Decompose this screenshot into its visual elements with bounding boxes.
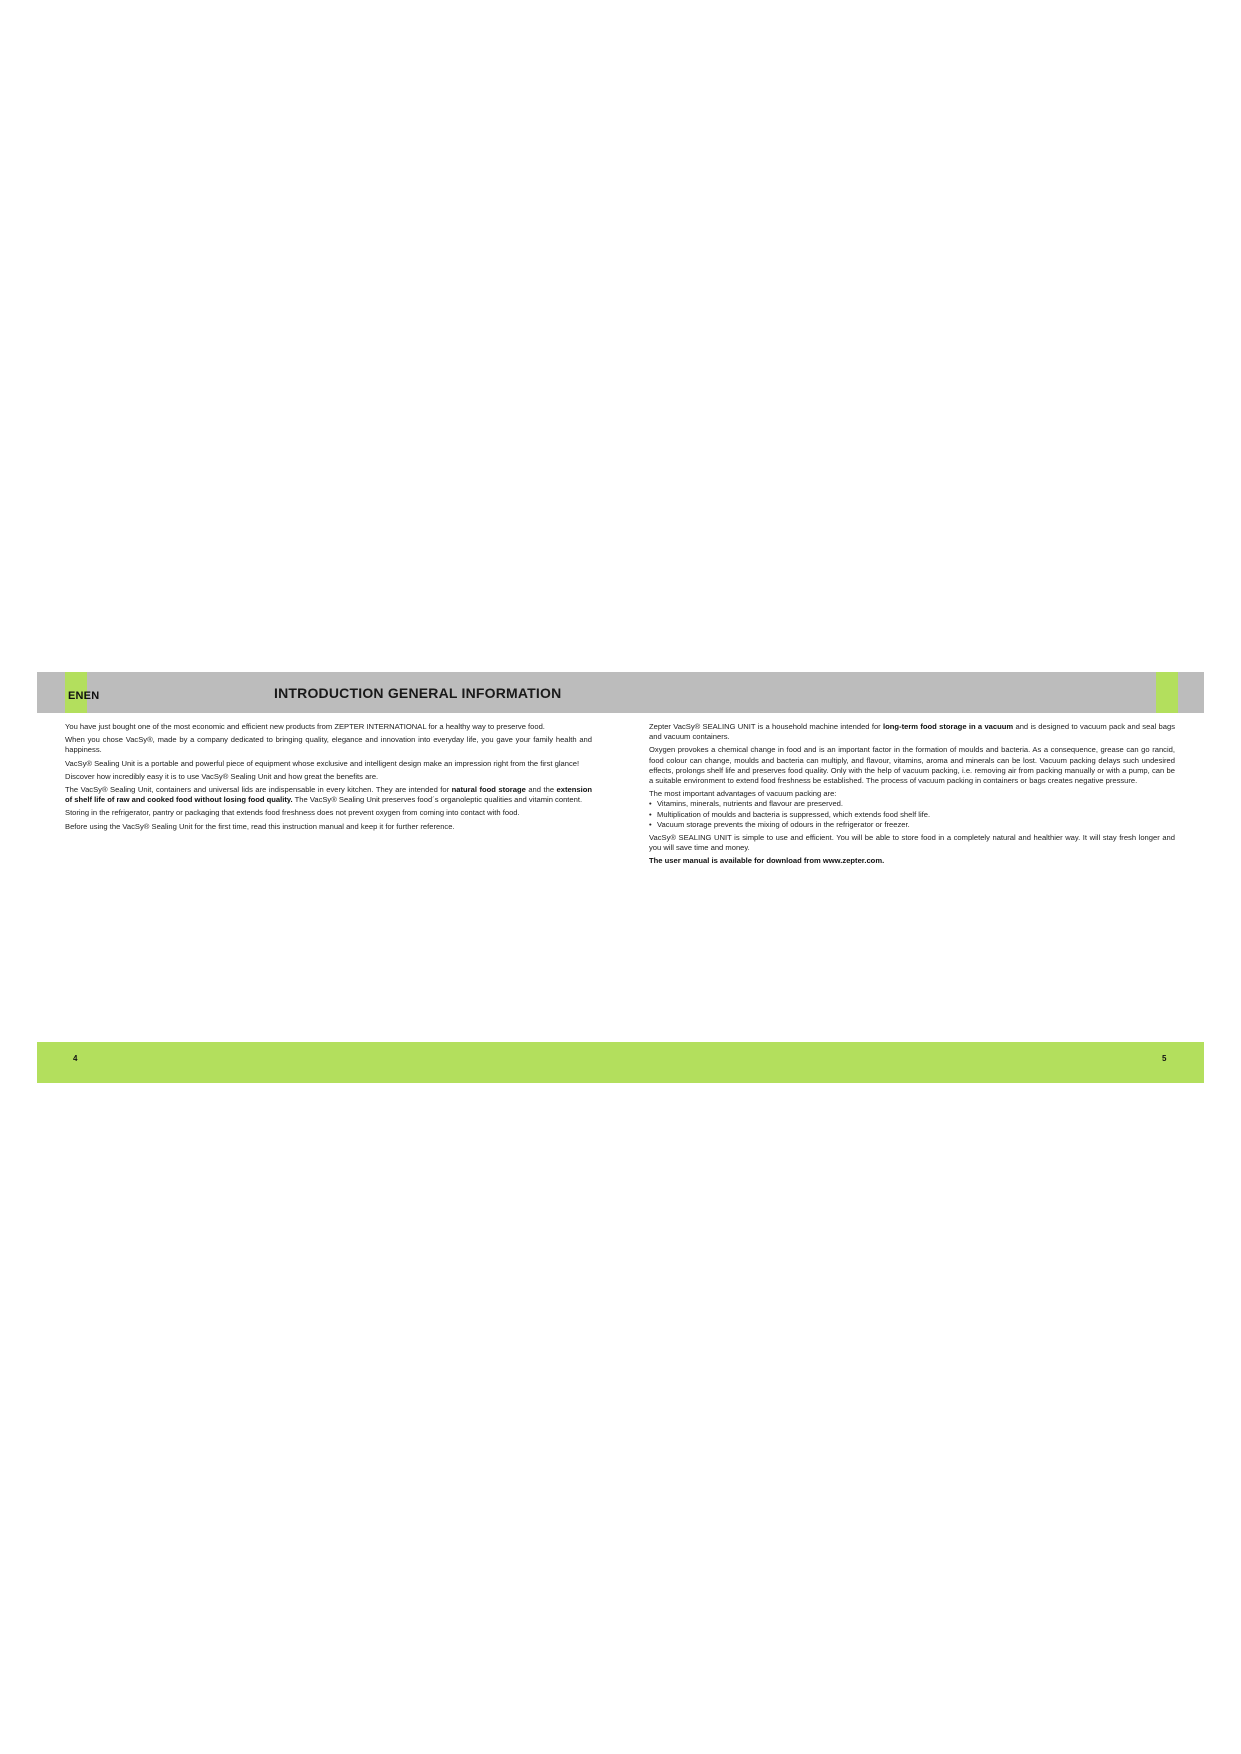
download-note <box>649 856 1175 866</box>
bold-text: The user manual is available for download from www.zepter.com. <box>649 856 885 866</box>
list-item: • Multiplication of moulds and bacteria is suppressed, which extends food shelf life. <box>649 810 1175 820</box>
advantages-list <box>649 799 1175 830</box>
paragraph: The most important advantages of vacuum packing are: <box>649 789 837 799</box>
footer-bar <box>37 1042 1204 1083</box>
list-item: • Vitamins, minerals, nutrients and flavour are preserved. <box>649 799 1175 809</box>
page-number-right: 5 <box>1162 1054 1167 1063</box>
page-number-left: 4 <box>73 1054 78 1063</box>
bold-text: long-term food storage in a vacuum <box>883 722 1014 731</box>
manual-spread <box>37 672 1204 1083</box>
text-run: The VacSy® Sealing Unit, containers and universal lids are indispensable in every kitchen. They are intended for <box>65 785 452 795</box>
paragraph: Oxygen provokes a chemical change in food and is an important factor in the formation of moulds and bacteria. As a consequence, grease can go rancid, food colour can change, moulds and bacteria can multiply, and flavour, vitamins, aroma and minerals can be lost. Vacuum packing delays such undesired effects, prolongs shelf life and preserves food quality. Only with the help of vacuum packing, i.e. removing air from packing manually or with a pump, can be a suitable environment to extend food freshness be established. The process of vacuum packing in containers or bags creates negative pressure. <box>649 745 1175 786</box>
text-run: and the <box>525 785 557 795</box>
bold-text: extension of shelf life of raw and cooked food without losing food quality. <box>65 785 592 805</box>
paragraph <box>65 785 592 805</box>
paragraph: VacSy® Sealing Unit is a portable and powerful piece of equipment whose exclusive and intelligent design make an impression right from the first glance! <box>65 758 580 768</box>
text-run: and is designed to vacuum pack and seal bags and vacuum containers. <box>649 722 1176 742</box>
list-item: • Vacuum storage prevents the mixing of odours in the refrigerator or freezer. <box>649 820 1175 830</box>
section-title: INTRODUCTION GENERAL INFORMATION <box>274 685 562 701</box>
paragraph: When you chose VacSy®, made by a company dedicated to bringing quality, elegance and innovation into everyday life, you gave your family health and happiness. <box>65 735 592 755</box>
text-run: The VacSy® Sealing Unit preserves food´s organoleptic qualities and vitamin content. <box>292 795 583 805</box>
text-run: Zepter VacSy® SEALING UNIT is a household machine intended for <box>649 722 884 731</box>
paragraph: VacSy® SEALING UNIT is simple to use and efficient. You will be able to store food in a completely natural and healthier way. It will stay fresh longer and you will save time and money. <box>649 833 1175 853</box>
left-column <box>65 722 592 835</box>
paragraph <box>649 722 1175 742</box>
paragraph: Discover how incredibly easy it is to use VacSy® Sealing Unit and how great the benefits are. <box>65 771 379 781</box>
paragraph: You have just bought one of the most economic and efficient new products from ZEPTER INTERNATIONAL for a healthy way to preserve food. <box>65 722 545 731</box>
paragraph: Storing in the refrigerator, pantry or packaging that extends food freshness does not prevent oxygen from coming into contact with food. <box>65 808 520 818</box>
right-accent-tab <box>1156 672 1178 713</box>
header-bar <box>37 672 1204 713</box>
language-code: ENEN <box>68 690 100 702</box>
bold-text: natural food storage <box>451 785 526 795</box>
paragraph: Before using the VacSy® Sealing Unit for the first time, read this instruction manual and keep it for further reference. <box>65 821 455 831</box>
right-column <box>649 722 1175 870</box>
